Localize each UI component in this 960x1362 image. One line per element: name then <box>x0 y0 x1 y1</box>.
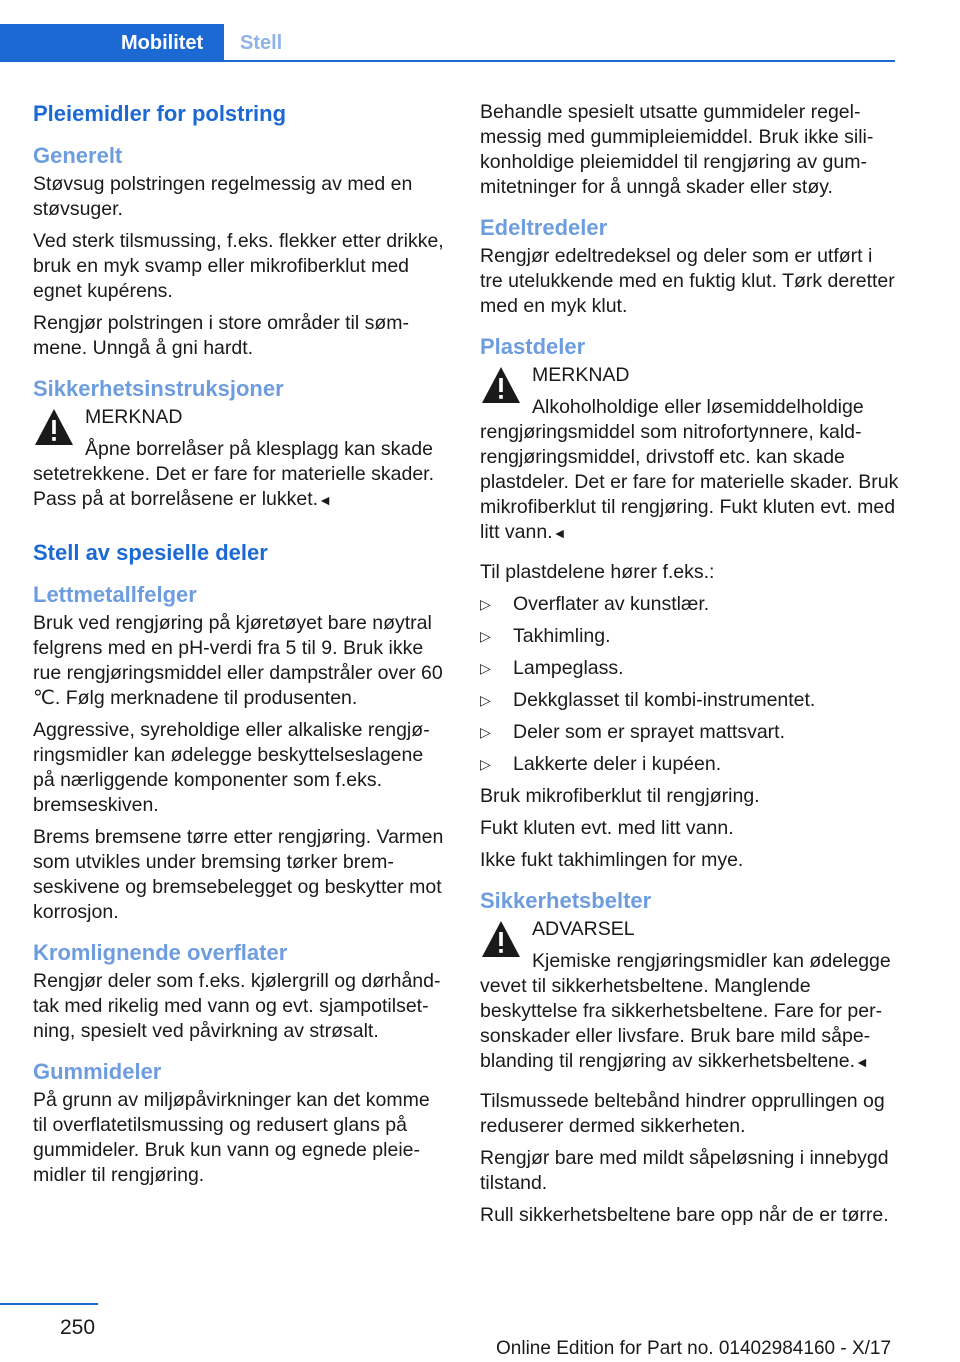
list-item: ▷ Deler som er sprayet mattsvart. <box>480 721 785 743</box>
warning-notice <box>33 405 448 513</box>
warning-body: Åpne borrelåser på klesplagg kan skade setetrekkene. Det er fare for materielle skader. Pass på at borrelåsene er lukket.◄ <box>33 438 435 510</box>
subheading-plast: Plastdeler <box>480 334 586 359</box>
paragraph: Aggressive, syreholdige eller alkaliske rengjøringsmidler kan ødelegge beskyttelseslagene på nærliggende komponenter som f.eks. bremseskiven. <box>33 719 430 816</box>
end-mark: ◄ <box>318 492 332 508</box>
tab-stell[interactable]: Stell <box>240 32 283 54</box>
footer-rule <box>0 1303 98 1305</box>
warning-title: ADVARSEL <box>532 918 635 940</box>
end-mark: ◄ <box>855 1054 869 1070</box>
heading-stell: Stell av spesielle deler <box>33 540 268 565</box>
list-item: ▷ Takhimling. <box>480 625 611 647</box>
list-item: ▷ Overflater av kunstlær. <box>480 593 710 615</box>
paragraph: Ved sterk tilsmussing, f.eks. flekker etter drikke, bruk en myk svamp eller mikrofiberklut med egnet kupérens. <box>33 230 444 302</box>
heading-polstring: Pleiemidler for polstring <box>33 101 287 126</box>
list-item: ▷ Dekkglasset til kombi-instrumentet. <box>480 689 816 711</box>
left-column <box>33 100 448 1195</box>
warning-triangle-icon <box>480 365 522 405</box>
warning-triangle-icon <box>480 919 522 959</box>
paragraph: Tilsmussede beltebånd hindrer opprullingen og reduserer dermed sikkerheten. <box>480 1090 885 1137</box>
paragraph: Fukt kluten evt. med litt vann. <box>480 817 734 839</box>
subheading-krom: Kromlignende overflater <box>33 940 288 965</box>
bullet-icon: ▷ <box>480 724 491 740</box>
subheading-generelt: Generelt <box>33 143 123 168</box>
paragraph: Brems bremsene tørre etter rengjøring. Varmen som utvikles under bremsing tørker bremseskivene og bremsebelegget og beskytter mot korrosjon. <box>33 826 444 923</box>
paragraph: Bruk ved rengjøring på kjøretøyet bare nøytral felgrens med en pH-verdi fra 5 til 9. Bruk ikke rue rengjøringsmiddel eller dampstråler over 60 ℃. Følg merknadene til produsenten. <box>33 612 443 709</box>
warning-body: Alkoholholdige eller løsemiddelholdige rengjøringsmiddel som nitrofortynnere, kaldrengjøringsmiddel, drivstoff etc. kan skade plastdeler. Det er fare for materielle skader. Bruk mikrofiberklut til rengjøring. Fukt kluten evt. med litt vann.◄ <box>480 396 899 543</box>
list-item: ▷ Lakkerte deler i kupéen. <box>480 753 722 775</box>
paragraph: Rengjør bare med mildt såpeløsning i innebygd tilstand. <box>480 1147 889 1194</box>
warning-title: MERKNAD <box>532 364 630 386</box>
warning-notice <box>480 917 900 1075</box>
subheading-lettmetall: Lettmetallfelger <box>33 582 197 607</box>
bullet-icon: ▷ <box>480 692 491 708</box>
end-mark: ◄ <box>552 525 567 541</box>
plast-list <box>480 592 900 777</box>
page-number: 250 <box>60 1316 96 1339</box>
subheading-edeltre: Edeltredeler <box>480 215 608 240</box>
warning-notice <box>480 363 900 546</box>
tab-mobilitet[interactable]: Mobilitet <box>0 24 224 62</box>
paragraph: Rengjør polstringen i store områder til sømmene. Unngå å gni hardt. <box>33 312 410 359</box>
paragraph: Bruk mikrofiberklut til rengjøring. <box>480 785 760 807</box>
subheading-belter: Sikkerhetsbelter <box>480 888 652 913</box>
warning-triangle-icon <box>33 407 75 447</box>
right-column <box>480 100 900 1235</box>
paragraph: Til plastdelene hører f.eks.: <box>480 561 715 583</box>
paragraph: På grunn av miljøpåvirkninger kan det komme til overflatetilsmussing og redusert glans på gummideler. Bruk kun vann og egnede pleiemidler til rengjøring. <box>33 1089 430 1186</box>
bullet-icon: ▷ <box>480 628 491 644</box>
warning-body: Kjemiske rengjøringsmidler kan ødelegge vevet til sikkerhetsbeltene. Manglende beskyttelse fra sikkerhetsbeltene. Fare for personskader eller livsfare. Bruk bare mild såpeblanding til rengjøring av sikkerhetsbeltene.◄ <box>480 950 891 1072</box>
paragraph: Behandle spesielt utsatte gummideler regelmessig med gummipleiemiddel. Bruk ikke silikonholdige pleiemiddel til rengjøring av gummitetninger for å unngå skader eller støy. <box>480 101 874 198</box>
bullet-icon: ▷ <box>480 756 491 772</box>
paragraph: Rull sikkerhetsbeltene bare opp når de er tørre. <box>480 1204 889 1226</box>
warning-title: MERKNAD <box>85 406 183 428</box>
edition-text: Online Edition for Part no. 01402984160 - X/17 <box>496 1338 892 1359</box>
paragraph: Rengjør edeltredeksel og deler som er utført i tre utelukkende med en fuktig klut. Tørk deretter med en myk klut. <box>480 245 895 317</box>
paragraph: Rengjør deler som f.eks. kjølergrill og dørhåndtak med rikelig med vann og evt. sjampotilsetning, spesielt ved påvirkning av strøsalt. <box>33 970 441 1042</box>
header-tabs <box>0 24 895 62</box>
bullet-icon: ▷ <box>480 660 491 676</box>
subheading-sikkerhet: Sikkerhetsinstruksjoner <box>33 376 284 401</box>
paragraph: Ikke fukt takhimlingen for mye. <box>480 849 744 871</box>
paragraph: Støvsug polstringen regelmessig av med en støvsuger. <box>33 173 413 220</box>
bullet-icon: ▷ <box>480 596 491 612</box>
list-item: ▷ Lampeglass. <box>480 657 624 679</box>
subheading-gummi: Gummideler <box>33 1059 162 1084</box>
